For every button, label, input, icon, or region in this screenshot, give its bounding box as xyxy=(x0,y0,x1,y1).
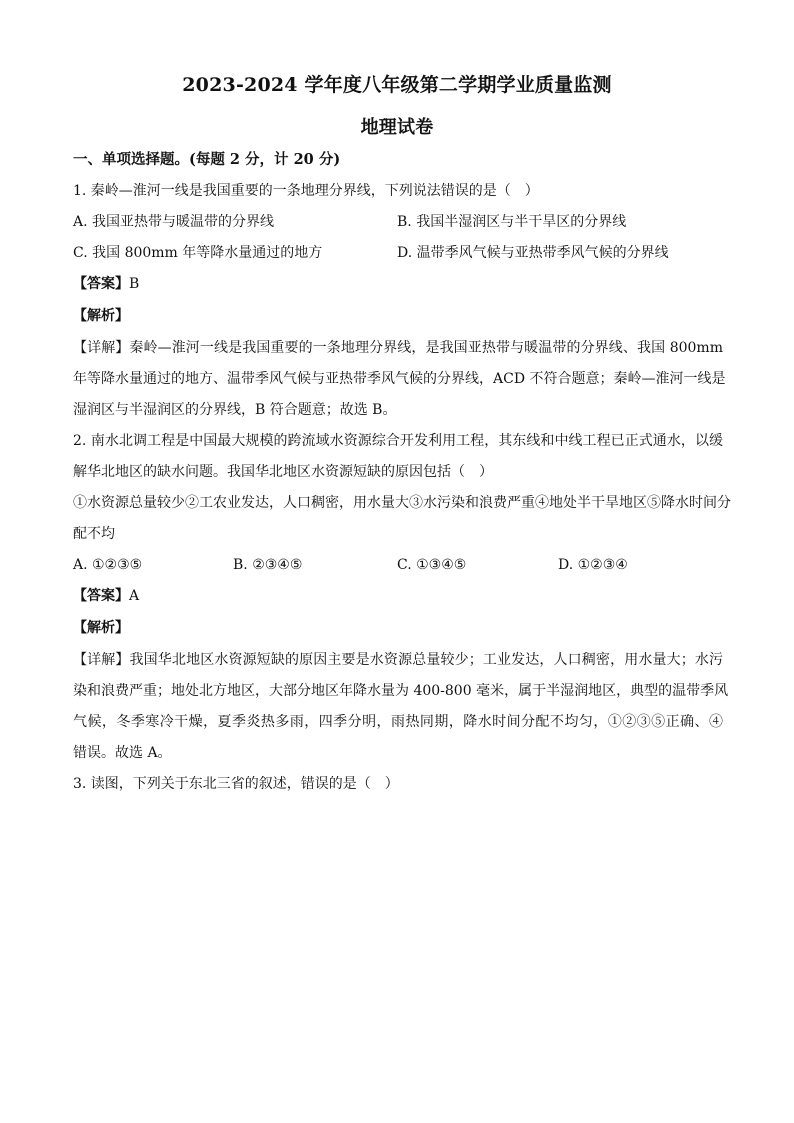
q1-analysis-label: 【解析】 xyxy=(73,308,129,324)
q1-stem: 1. 秦岭—淮河一线是我国重要的一条地理分界线，下列说法错误的是（ ） xyxy=(73,183,539,199)
q2-detail-line-1: 【详解】我国华北地区水资源短缺的原因主要是水资源总量较少；工业发达，人口稠密，用水量大；水污 xyxy=(73,652,723,668)
q1-detail-line-2: 年等降水量通过的地方、温带季风气候与亚热带季风气候的分界线，ACD 不符合题意；秦岭—淮河一线是 xyxy=(73,371,726,387)
q2-stem-line-1: 2. 南水北调工程是中国最大规模的跨流域水资源综合开发利用工程，其东线和中线工程已正式通水，以缓 xyxy=(73,433,723,449)
exam-title: 2023-2024 学年度八年级第二学期学业质量监测 xyxy=(182,74,612,96)
q2-detail-line-2: 染和浪费严重；地处北方地区，大部分地区年降水量为 400-800 毫米，属于半湿润地区，典型的温带季风 xyxy=(73,683,729,699)
q2-stem-line-2: 解华北地区的缺水问题。我国华北地区水资源短缺的原因包括（ ） xyxy=(73,464,493,480)
q2-items-line-1: ①水资源总量较少②工农业发达，人口稠密，用水量大③水污染和浪费严重④地处半干旱地区⑤降水时间分 xyxy=(73,495,731,511)
q3-stem: 3. 读图，下列关于东北三省的叙述，错误的是（ ） xyxy=(73,776,399,792)
q2-detail-line-3: 气候，冬季寒冷干燥，夏季炎热多雨，四季分明，雨热同期，降水时间分配不均匀，①②③⑤正确、④ xyxy=(73,714,723,730)
q1-option-c: C. 我国 800mm 年等降水量通过的地方 xyxy=(73,245,323,261)
section-heading: 一、单项选择题。(每题 2 分，计 20 分) xyxy=(73,151,341,168)
q1-option-a: A. 我国亚热带与暖温带的分界线 xyxy=(73,214,275,230)
q1-option-b: B. 我国半湿润区与半干旱区的分界线 xyxy=(397,214,627,230)
q2-analysis-label: 【解析】 xyxy=(73,620,129,636)
answer-label: 【答案】 xyxy=(73,588,129,604)
q2-option-b: B. ②③④⑤ xyxy=(233,557,303,573)
q1-answer xyxy=(73,275,723,293)
exam-subject: 地理试卷 xyxy=(360,117,434,138)
q2-option-a: A. ①②③⑤ xyxy=(73,557,143,573)
q1-option-d: D. 温带季风气候与亚热带季风气候的分界线 xyxy=(397,245,669,261)
answer-value: A xyxy=(129,588,140,604)
q1-detail-line-1: 【详解】秦岭—淮河一线是我国重要的一条地理分界线，是我国亚热带与暖温带的分界线、我国 800mm xyxy=(73,340,723,356)
answer-label: 【答案】 xyxy=(73,276,129,292)
q2-answer xyxy=(73,587,723,605)
q1-detail-line-3: 湿润区与半湿润区的分界线，B 符合题意；故选 B。 xyxy=(73,402,397,418)
q2-items-line-2: 配不均 xyxy=(73,526,115,542)
q2-option-c: C. ①③④⑤ xyxy=(397,557,467,573)
q2-detail-line-4: 错误。故选 A。 xyxy=(73,745,172,761)
answer-value: B xyxy=(129,276,140,292)
q2-option-d: D. ①②③④ xyxy=(558,557,628,573)
